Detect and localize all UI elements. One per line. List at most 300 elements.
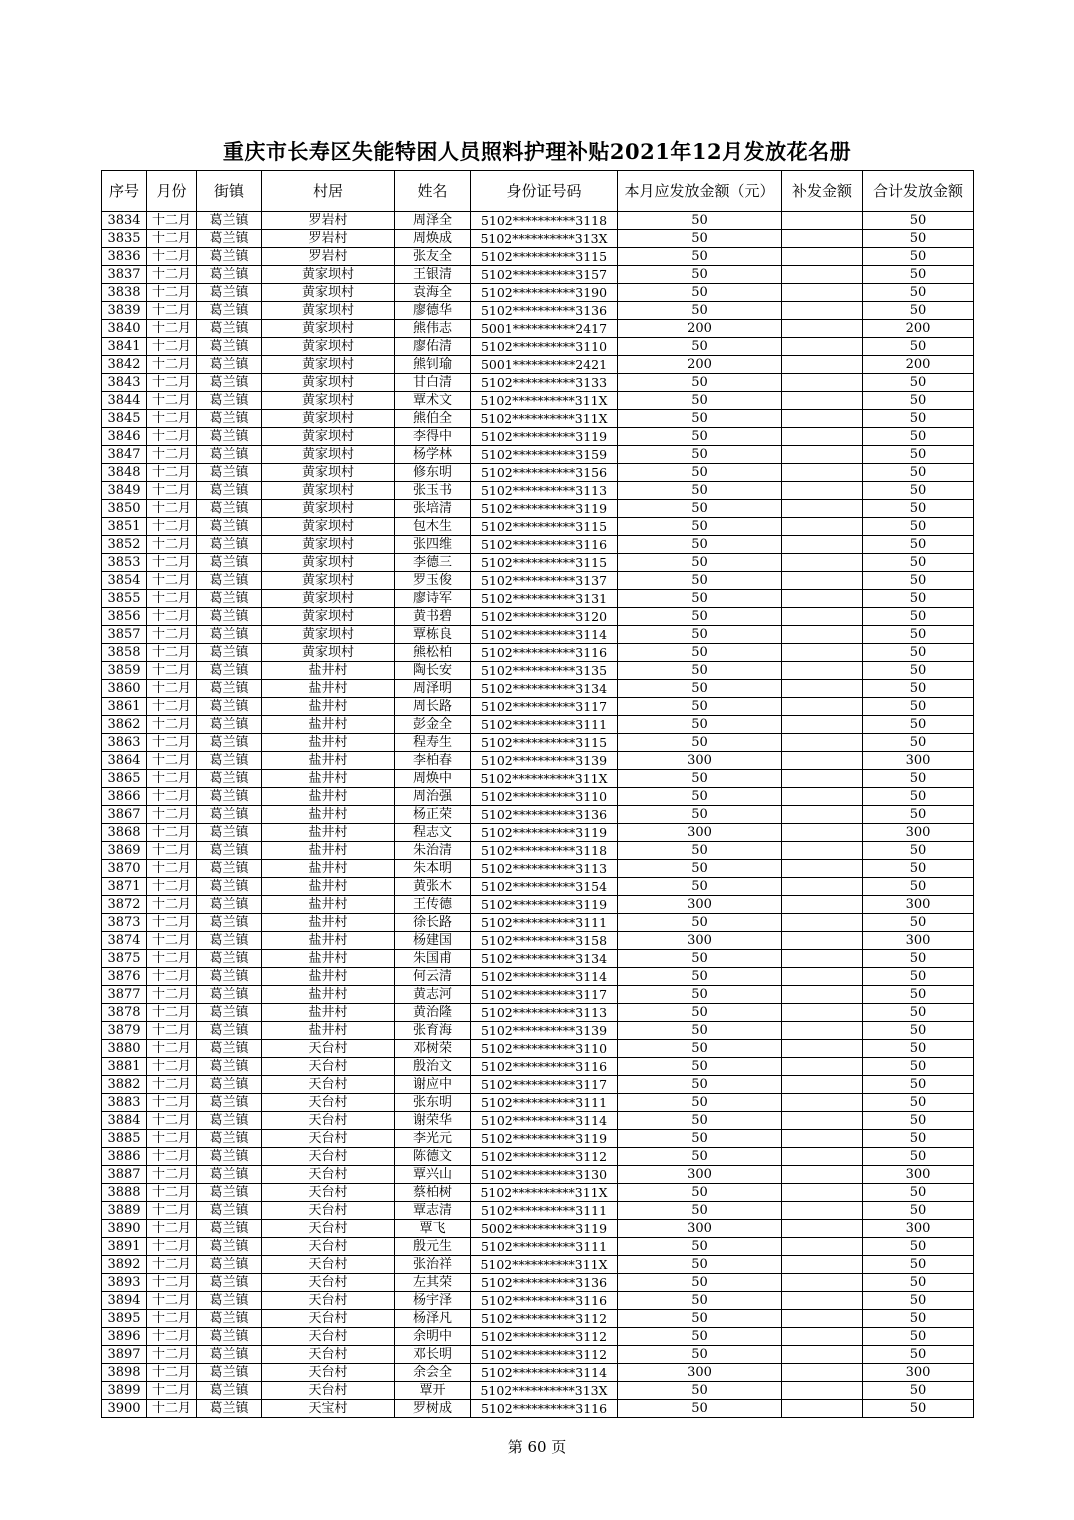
table-row <box>102 842 974 860</box>
cell-town: 葛兰镇 <box>197 1004 262 1022</box>
cell-total: 50 <box>863 284 974 302</box>
table-row <box>102 1094 974 1112</box>
cell-total: 50 <box>863 1346 974 1364</box>
cell-id-number: 5102**********3119 <box>471 500 618 518</box>
cell-id-number: 5102**********3115 <box>471 518 618 536</box>
cell-id-number: 5102**********3114 <box>471 1364 618 1382</box>
cell-index: 3884 <box>102 1112 147 1130</box>
cell-village: 黄家坝村 <box>262 284 395 302</box>
cell-id-number: 5102**********3159 <box>471 446 618 464</box>
cell-village: 天台村 <box>262 1220 395 1238</box>
cell-town: 葛兰镇 <box>197 266 262 284</box>
table-row <box>102 644 974 662</box>
table-row <box>102 1238 974 1256</box>
cell-amount-due: 50 <box>618 734 782 752</box>
cell-id-number: 5102**********3117 <box>471 986 618 1004</box>
header-col-month: 月份 <box>147 171 197 212</box>
cell-id-number: 5001**********2421 <box>471 356 618 374</box>
table-row <box>102 428 974 446</box>
cell-town: 葛兰镇 <box>197 878 262 896</box>
cell-village: 盐井村 <box>262 824 395 842</box>
cell-amount-due: 50 <box>618 518 782 536</box>
cell-id-number: 5102**********3114 <box>471 968 618 986</box>
cell-village: 黄家坝村 <box>262 500 395 518</box>
cell-supplement <box>782 1040 863 1058</box>
cell-village: 黄家坝村 <box>262 482 395 500</box>
cell-index: 3855 <box>102 590 147 608</box>
cell-id-number: 5102**********3156 <box>471 464 618 482</box>
cell-village: 盐井村 <box>262 716 395 734</box>
cell-index: 3876 <box>102 968 147 986</box>
cell-id-number: 5102**********3116 <box>471 644 618 662</box>
table-row <box>102 590 974 608</box>
cell-total: 50 <box>863 1310 974 1328</box>
table-row <box>102 968 974 986</box>
cell-month: 十二月 <box>147 914 197 932</box>
cell-village: 天台村 <box>262 1292 395 1310</box>
table-row <box>102 1400 974 1418</box>
cell-month: 十二月 <box>147 1400 197 1418</box>
table-row <box>102 914 974 932</box>
cell-month: 十二月 <box>147 1202 197 1220</box>
table-row <box>102 1166 974 1184</box>
cell-village: 黄家坝村 <box>262 338 395 356</box>
cell-village: 黄家坝村 <box>262 320 395 338</box>
cell-month: 十二月 <box>147 1130 197 1148</box>
cell-supplement <box>782 1058 863 1076</box>
cell-town: 葛兰镇 <box>197 770 262 788</box>
cell-amount-due: 300 <box>618 896 782 914</box>
cell-total: 200 <box>863 320 974 338</box>
cell-amount-due: 50 <box>618 626 782 644</box>
cell-village: 盐井村 <box>262 932 395 950</box>
cell-supplement <box>782 536 863 554</box>
cell-amount-due: 50 <box>618 1130 782 1148</box>
cell-total: 50 <box>863 572 974 590</box>
cell-index: 3868 <box>102 824 147 842</box>
cell-month: 十二月 <box>147 1274 197 1292</box>
cell-total: 50 <box>863 1112 974 1130</box>
cell-month: 十二月 <box>147 1310 197 1328</box>
cell-id-number: 5102**********3116 <box>471 1292 618 1310</box>
cell-amount-due: 50 <box>618 500 782 518</box>
cell-index: 3848 <box>102 464 147 482</box>
cell-supplement <box>782 446 863 464</box>
cell-total: 50 <box>863 788 974 806</box>
cell-id-number: 5102**********311X <box>471 770 618 788</box>
cell-supplement <box>782 248 863 266</box>
header-col-town: 街镇 <box>197 171 262 212</box>
cell-supplement <box>782 1022 863 1040</box>
cell-village: 天台村 <box>262 1238 395 1256</box>
cell-id-number: 5102**********3134 <box>471 950 618 968</box>
cell-name: 杨建国 <box>395 932 471 950</box>
cell-supplement <box>782 1400 863 1418</box>
cell-id-number: 5102**********3158 <box>471 932 618 950</box>
cell-amount-due: 200 <box>618 320 782 338</box>
cell-amount-due: 50 <box>618 428 782 446</box>
cell-name: 彭金全 <box>395 716 471 734</box>
cell-total: 50 <box>863 1058 974 1076</box>
cell-village: 盐井村 <box>262 734 395 752</box>
cell-name: 覃栋良 <box>395 626 471 644</box>
cell-month: 十二月 <box>147 842 197 860</box>
cell-town: 葛兰镇 <box>197 1058 262 1076</box>
cell-index: 3897 <box>102 1346 147 1364</box>
cell-amount-due: 50 <box>618 1202 782 1220</box>
cell-supplement <box>782 518 863 536</box>
cell-amount-due: 50 <box>618 1292 782 1310</box>
cell-total: 50 <box>863 968 974 986</box>
cell-village: 罗岩村 <box>262 248 395 266</box>
cell-id-number: 5102**********3119 <box>471 896 618 914</box>
cell-name: 陶长安 <box>395 662 471 680</box>
cell-amount-due: 50 <box>618 590 782 608</box>
cell-amount-due: 50 <box>618 788 782 806</box>
cell-total: 300 <box>863 1364 974 1382</box>
cell-supplement <box>782 500 863 518</box>
table-row <box>102 932 974 950</box>
cell-id-number: 5102**********3115 <box>471 248 618 266</box>
cell-name: 黄治隆 <box>395 1004 471 1022</box>
cell-town: 葛兰镇 <box>197 410 262 428</box>
cell-month: 十二月 <box>147 1238 197 1256</box>
cell-amount-due: 50 <box>618 266 782 284</box>
cell-supplement <box>782 806 863 824</box>
cell-total: 50 <box>863 1292 974 1310</box>
cell-supplement <box>782 554 863 572</box>
cell-month: 十二月 <box>147 734 197 752</box>
cell-total: 50 <box>863 1238 974 1256</box>
cell-amount-due: 300 <box>618 824 782 842</box>
cell-name: 张育海 <box>395 1022 471 1040</box>
table-header <box>102 171 974 212</box>
cell-village: 盐井村 <box>262 968 395 986</box>
cell-id-number: 5102**********3139 <box>471 752 618 770</box>
cell-name: 周治强 <box>395 788 471 806</box>
cell-total: 50 <box>863 1076 974 1094</box>
cell-supplement <box>782 1112 863 1130</box>
cell-village: 天台村 <box>262 1328 395 1346</box>
cell-town: 葛兰镇 <box>197 464 262 482</box>
cell-town: 葛兰镇 <box>197 698 262 716</box>
cell-name: 黄志河 <box>395 986 471 1004</box>
cell-month: 十二月 <box>147 464 197 482</box>
cell-total: 50 <box>863 1094 974 1112</box>
cell-id-number: 5102**********3116 <box>471 1058 618 1076</box>
cell-name: 朱治清 <box>395 842 471 860</box>
cell-name: 谢应中 <box>395 1076 471 1094</box>
cell-supplement <box>782 1202 863 1220</box>
cell-name: 覃飞 <box>395 1220 471 1238</box>
cell-village: 天台村 <box>262 1094 395 1112</box>
cell-total: 50 <box>863 1202 974 1220</box>
cell-supplement <box>782 662 863 680</box>
cell-month: 十二月 <box>147 1346 197 1364</box>
cell-index: 3849 <box>102 482 147 500</box>
cell-month: 十二月 <box>147 1148 197 1166</box>
cell-village: 天台村 <box>262 1130 395 1148</box>
cell-total: 50 <box>863 212 974 230</box>
cell-amount-due: 50 <box>618 536 782 554</box>
cell-amount-due: 50 <box>618 1310 782 1328</box>
cell-month: 十二月 <box>147 1166 197 1184</box>
cell-supplement <box>782 842 863 860</box>
cell-month: 十二月 <box>147 266 197 284</box>
cell-index: 3882 <box>102 1076 147 1094</box>
cell-supplement <box>782 1220 863 1238</box>
cell-town: 葛兰镇 <box>197 500 262 518</box>
cell-amount-due: 50 <box>618 1112 782 1130</box>
cell-name: 罗玉俊 <box>395 572 471 590</box>
cell-name: 甘白清 <box>395 374 471 392</box>
cell-supplement <box>782 590 863 608</box>
cell-total: 50 <box>863 1382 974 1400</box>
cell-amount-due: 50 <box>618 806 782 824</box>
table-row <box>102 1364 974 1382</box>
cell-village: 盐井村 <box>262 950 395 968</box>
cell-village: 盐井村 <box>262 878 395 896</box>
table-row <box>102 770 974 788</box>
table-row <box>102 662 974 680</box>
cell-id-number: 5102**********3157 <box>471 266 618 284</box>
cell-month: 十二月 <box>147 680 197 698</box>
cell-town: 葛兰镇 <box>197 734 262 752</box>
cell-id-number: 5102**********3114 <box>471 626 618 644</box>
cell-supplement <box>782 1292 863 1310</box>
cell-total: 50 <box>863 554 974 572</box>
cell-id-number: 5102**********3111 <box>471 1094 618 1112</box>
cell-id-number: 5102**********3114 <box>471 1112 618 1130</box>
cell-name: 修东明 <box>395 464 471 482</box>
table-row <box>102 734 974 752</box>
cell-town: 葛兰镇 <box>197 248 262 266</box>
cell-index: 3891 <box>102 1238 147 1256</box>
cell-month: 十二月 <box>147 770 197 788</box>
cell-town: 葛兰镇 <box>197 284 262 302</box>
cell-amount-due: 50 <box>618 1382 782 1400</box>
cell-total: 300 <box>863 932 974 950</box>
cell-name: 熊钊瑜 <box>395 356 471 374</box>
cell-town: 葛兰镇 <box>197 1040 262 1058</box>
cell-town: 葛兰镇 <box>197 428 262 446</box>
cell-id-number: 5102**********3137 <box>471 572 618 590</box>
cell-town: 葛兰镇 <box>197 1400 262 1418</box>
cell-town: 葛兰镇 <box>197 230 262 248</box>
cell-month: 十二月 <box>147 590 197 608</box>
cell-town: 葛兰镇 <box>197 518 262 536</box>
document-title: 重庆市长寿区失能特困人员照料护理补贴2021年12月发放花名册 <box>222 139 852 164</box>
cell-village: 天台村 <box>262 1202 395 1220</box>
cell-total: 50 <box>863 986 974 1004</box>
cell-town: 葛兰镇 <box>197 1346 262 1364</box>
cell-total: 50 <box>863 392 974 410</box>
cell-index: 3869 <box>102 842 147 860</box>
cell-total: 300 <box>863 1166 974 1184</box>
cell-id-number: 5002**********3119 <box>471 1220 618 1238</box>
cell-town: 葛兰镇 <box>197 212 262 230</box>
cell-supplement <box>782 770 863 788</box>
cell-total: 300 <box>863 1220 974 1238</box>
cell-name: 余明中 <box>395 1328 471 1346</box>
cell-amount-due: 50 <box>618 1058 782 1076</box>
cell-amount-due: 50 <box>618 410 782 428</box>
table-row <box>102 266 974 284</box>
table-row <box>102 248 974 266</box>
cell-index: 3899 <box>102 1382 147 1400</box>
cell-total: 50 <box>863 410 974 428</box>
table-row <box>102 1130 974 1148</box>
cell-town: 葛兰镇 <box>197 1364 262 1382</box>
table-row <box>102 986 974 1004</box>
cell-month: 十二月 <box>147 1328 197 1346</box>
cell-amount-due: 50 <box>618 662 782 680</box>
cell-supplement <box>782 860 863 878</box>
cell-town: 葛兰镇 <box>197 608 262 626</box>
cell-supplement <box>782 1004 863 1022</box>
cell-supplement <box>782 1364 863 1382</box>
cell-town: 葛兰镇 <box>197 860 262 878</box>
cell-village: 黄家坝村 <box>262 608 395 626</box>
cell-index: 3879 <box>102 1022 147 1040</box>
cell-amount-due: 50 <box>618 860 782 878</box>
cell-name: 王传德 <box>395 896 471 914</box>
cell-id-number: 5102**********3112 <box>471 1328 618 1346</box>
cell-village: 黄家坝村 <box>262 356 395 374</box>
cell-village: 盐井村 <box>262 842 395 860</box>
cell-id-number: 5102**********3113 <box>471 482 618 500</box>
cell-month: 十二月 <box>147 518 197 536</box>
table-row <box>102 1022 974 1040</box>
cell-village: 黄家坝村 <box>262 554 395 572</box>
cell-village: 盐井村 <box>262 680 395 698</box>
cell-village: 盐井村 <box>262 1004 395 1022</box>
cell-total: 50 <box>863 860 974 878</box>
cell-total: 50 <box>863 1148 974 1166</box>
cell-index: 3895 <box>102 1310 147 1328</box>
cell-month: 十二月 <box>147 878 197 896</box>
cell-month: 十二月 <box>147 428 197 446</box>
cell-id-number: 5102**********3119 <box>471 1130 618 1148</box>
table-row <box>102 1220 974 1238</box>
cell-total: 50 <box>863 806 974 824</box>
cell-index: 3873 <box>102 914 147 932</box>
cell-supplement <box>782 1094 863 1112</box>
cell-amount-due: 50 <box>618 338 782 356</box>
cell-index: 3847 <box>102 446 147 464</box>
cell-supplement <box>782 410 863 428</box>
cell-id-number: 5102**********3116 <box>471 536 618 554</box>
cell-town: 葛兰镇 <box>197 1292 262 1310</box>
cell-village: 盐井村 <box>262 662 395 680</box>
cell-total: 50 <box>863 266 974 284</box>
cell-town: 葛兰镇 <box>197 950 262 968</box>
cell-id-number: 5102**********3119 <box>471 824 618 842</box>
cell-index: 3835 <box>102 230 147 248</box>
header-col-total: 合计发放金额 <box>863 171 974 212</box>
cell-name: 王银清 <box>395 266 471 284</box>
cell-index: 3892 <box>102 1256 147 1274</box>
cell-id-number: 5102**********3111 <box>471 716 618 734</box>
cell-supplement <box>782 392 863 410</box>
page-number: 第 60 页 <box>507 1438 567 1456</box>
cell-id-number: 5102**********3116 <box>471 1400 618 1418</box>
cell-name: 周泽明 <box>395 680 471 698</box>
cell-total: 50 <box>863 716 974 734</box>
cell-index: 3856 <box>102 608 147 626</box>
cell-amount-due: 50 <box>618 554 782 572</box>
table-row <box>102 410 974 428</box>
cell-index: 3861 <box>102 698 147 716</box>
cell-supplement <box>782 266 863 284</box>
cell-index: 3845 <box>102 410 147 428</box>
table-row <box>102 626 974 644</box>
cell-village: 盐井村 <box>262 770 395 788</box>
cell-month: 十二月 <box>147 644 197 662</box>
table-row <box>102 1076 974 1094</box>
cell-month: 十二月 <box>147 572 197 590</box>
cell-month: 十二月 <box>147 1382 197 1400</box>
cell-amount-due: 50 <box>618 1328 782 1346</box>
cell-index: 3864 <box>102 752 147 770</box>
cell-supplement <box>782 572 863 590</box>
cell-index: 3846 <box>102 428 147 446</box>
cell-town: 葛兰镇 <box>197 1328 262 1346</box>
cell-name: 周泽全 <box>395 212 471 230</box>
cell-amount-due: 50 <box>618 770 782 788</box>
cell-village: 盐井村 <box>262 1022 395 1040</box>
cell-amount-due: 50 <box>618 1400 782 1418</box>
cell-month: 十二月 <box>147 626 197 644</box>
cell-amount-due: 50 <box>618 1004 782 1022</box>
cell-name: 何云清 <box>395 968 471 986</box>
cell-town: 葛兰镇 <box>197 482 262 500</box>
cell-name: 杨泽凡 <box>395 1310 471 1328</box>
cell-town: 葛兰镇 <box>197 1166 262 1184</box>
cell-name: 包木生 <box>395 518 471 536</box>
cell-total: 50 <box>863 1256 974 1274</box>
cell-name: 杨学林 <box>395 446 471 464</box>
cell-supplement <box>782 788 863 806</box>
cell-total: 50 <box>863 302 974 320</box>
cell-supplement <box>782 320 863 338</box>
cell-name: 熊松柏 <box>395 644 471 662</box>
cell-total: 50 <box>863 698 974 716</box>
cell-village: 黄家坝村 <box>262 572 395 590</box>
cell-id-number: 5102**********3112 <box>471 1310 618 1328</box>
cell-index: 3886 <box>102 1148 147 1166</box>
cell-index: 3843 <box>102 374 147 392</box>
cell-amount-due: 50 <box>618 464 782 482</box>
cell-village: 黄家坝村 <box>262 374 395 392</box>
cell-id-number: 5102**********3131 <box>471 590 618 608</box>
table-row <box>102 392 974 410</box>
cell-month: 十二月 <box>147 824 197 842</box>
cell-town: 葛兰镇 <box>197 1148 262 1166</box>
cell-supplement <box>782 230 863 248</box>
table-row <box>102 320 974 338</box>
cell-supplement <box>782 464 863 482</box>
cell-village: 天台村 <box>262 1040 395 1058</box>
cell-supplement <box>782 1310 863 1328</box>
cell-village: 黄家坝村 <box>262 302 395 320</box>
table-row <box>102 1274 974 1292</box>
table-row <box>102 788 974 806</box>
cell-total: 50 <box>863 1400 974 1418</box>
cell-amount-due: 300 <box>618 932 782 950</box>
header-col-supplement: 补发金额 <box>782 171 863 212</box>
cell-town: 葛兰镇 <box>197 788 262 806</box>
